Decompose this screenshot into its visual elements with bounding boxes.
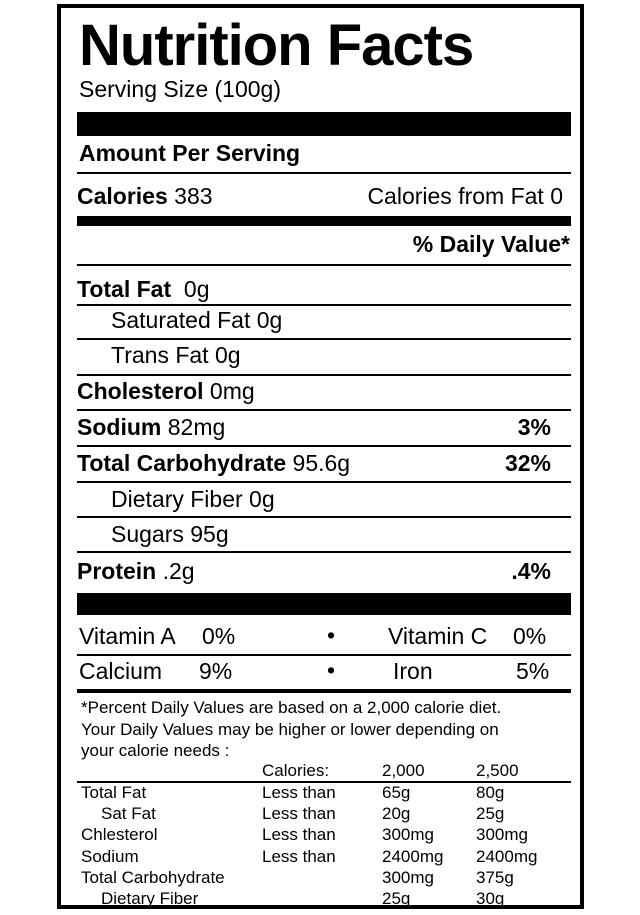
calcium-value: 9% [199, 658, 233, 684]
nutrient-name: Sugars 95g [111, 521, 229, 547]
nutrient-name: Total Fat [77, 276, 172, 302]
calories-label: Calories [77, 183, 168, 209]
nutrient-row-cholesterol [77, 374, 571, 408]
nutrient-row-total-fat [77, 272, 571, 306]
thick-divider [77, 112, 571, 136]
label-title: Nutrition Facts [79, 13, 474, 78]
nutrient-row-sugars [77, 517, 571, 551]
nutrient-amount: 0g [183, 276, 210, 302]
table-cell: 2400mg [382, 847, 444, 866]
table-header-2500: 2,500 [476, 761, 519, 780]
nutrient-amount: 82mg [167, 414, 226, 440]
table-header-calories: Calories: [262, 761, 330, 780]
table-cell: Less than [262, 783, 336, 802]
table-cell: Total Carbohydrate [81, 868, 225, 887]
table-cell: 30g [476, 889, 505, 908]
nutrient-row-saturated-fat [77, 303, 571, 337]
iron-value: 5% [516, 658, 550, 684]
calcium-name: Calcium [79, 658, 163, 684]
nutrient-name: Trans Fat 0g [111, 342, 241, 368]
nutrient-name: Sodium [77, 414, 162, 440]
nutrient-amount: 95.6g [292, 450, 351, 476]
nutrient-row-sodium [77, 410, 571, 444]
table-cell: 300mg [382, 868, 434, 887]
vitamin-c-value: 0% [513, 623, 547, 649]
table-header-2000: 2,000 [382, 761, 425, 780]
table-cell: Less than [262, 825, 336, 844]
nutrient-row-trans-fat [77, 338, 571, 372]
table-cell: 2400mg [476, 847, 538, 866]
table-cell: Total Fat [81, 783, 147, 802]
table-cell: Sat Fat [101, 804, 156, 823]
nutrient-row-protein [77, 554, 571, 588]
vitamin-a-value: 0% [202, 623, 236, 649]
table-cell: Less than [262, 804, 336, 823]
nutrient-row-dietary-fiber [77, 482, 571, 516]
table-cell: 25g [382, 889, 411, 908]
vitamin-c-name: Vitamin C [388, 623, 488, 649]
table-cell: 65g [382, 783, 411, 802]
nutrient-name: Dietary Fiber 0g [111, 486, 275, 512]
nutrient-amount: .2g [162, 558, 195, 584]
serving-size: Serving Size (100g) [79, 76, 281, 102]
nutrient-daily-value: .4% [511, 558, 551, 584]
calories-value: 383 [174, 183, 213, 209]
medium-divider [77, 216, 571, 226]
nutrition-facts-label [57, 4, 584, 909]
table-cell: Sodium [81, 847, 139, 866]
daily-value-header: % Daily Value* [412, 231, 570, 257]
nutrient-name: Protein [77, 558, 157, 584]
nutrient-name: Total Carbohydrate [77, 450, 287, 476]
divider [77, 264, 571, 266]
thick-divider [77, 593, 571, 615]
divider [77, 172, 571, 174]
table-cell: 375g [476, 868, 514, 887]
nutrient-name: Cholesterol [77, 378, 204, 404]
vitamin-a-name: Vitamin A [79, 623, 176, 649]
table-cell: Less than [262, 847, 336, 866]
nutrient-name: Saturated Fat 0g [111, 307, 283, 333]
nutrient-row-total-carbohydrate [77, 446, 571, 480]
calories-from-fat: Calories from Fat 0 [367, 183, 563, 209]
amount-per-serving: Amount Per Serving [79, 140, 301, 166]
table-cell: Chlesterol [81, 825, 158, 844]
table-cell: 300mg [382, 825, 434, 844]
table-cell: 25g [476, 804, 505, 823]
bullet: • [327, 657, 336, 683]
divider [77, 689, 571, 693]
footnote-line: *Percent Daily Values are based on a 2,000 calorie diet. [81, 698, 502, 717]
footnote-line: your calorie needs : [81, 741, 230, 760]
nutrient-amount: 0mg [209, 378, 255, 404]
table-cell: 20g [382, 804, 411, 823]
table-cell: 80g [476, 783, 505, 802]
footnote-line: Your Daily Values may be higher or lower depending on [81, 720, 499, 739]
calories-row [77, 179, 571, 213]
iron-name: Iron [393, 658, 433, 684]
table-cell: 300mg [476, 825, 528, 844]
divider [77, 551, 571, 553]
nutrient-daily-value: 3% [517, 414, 551, 440]
nutrient-daily-value: 32% [504, 450, 551, 476]
table-cell: Dietary Fiber [101, 889, 199, 908]
bullet: • [327, 622, 336, 648]
